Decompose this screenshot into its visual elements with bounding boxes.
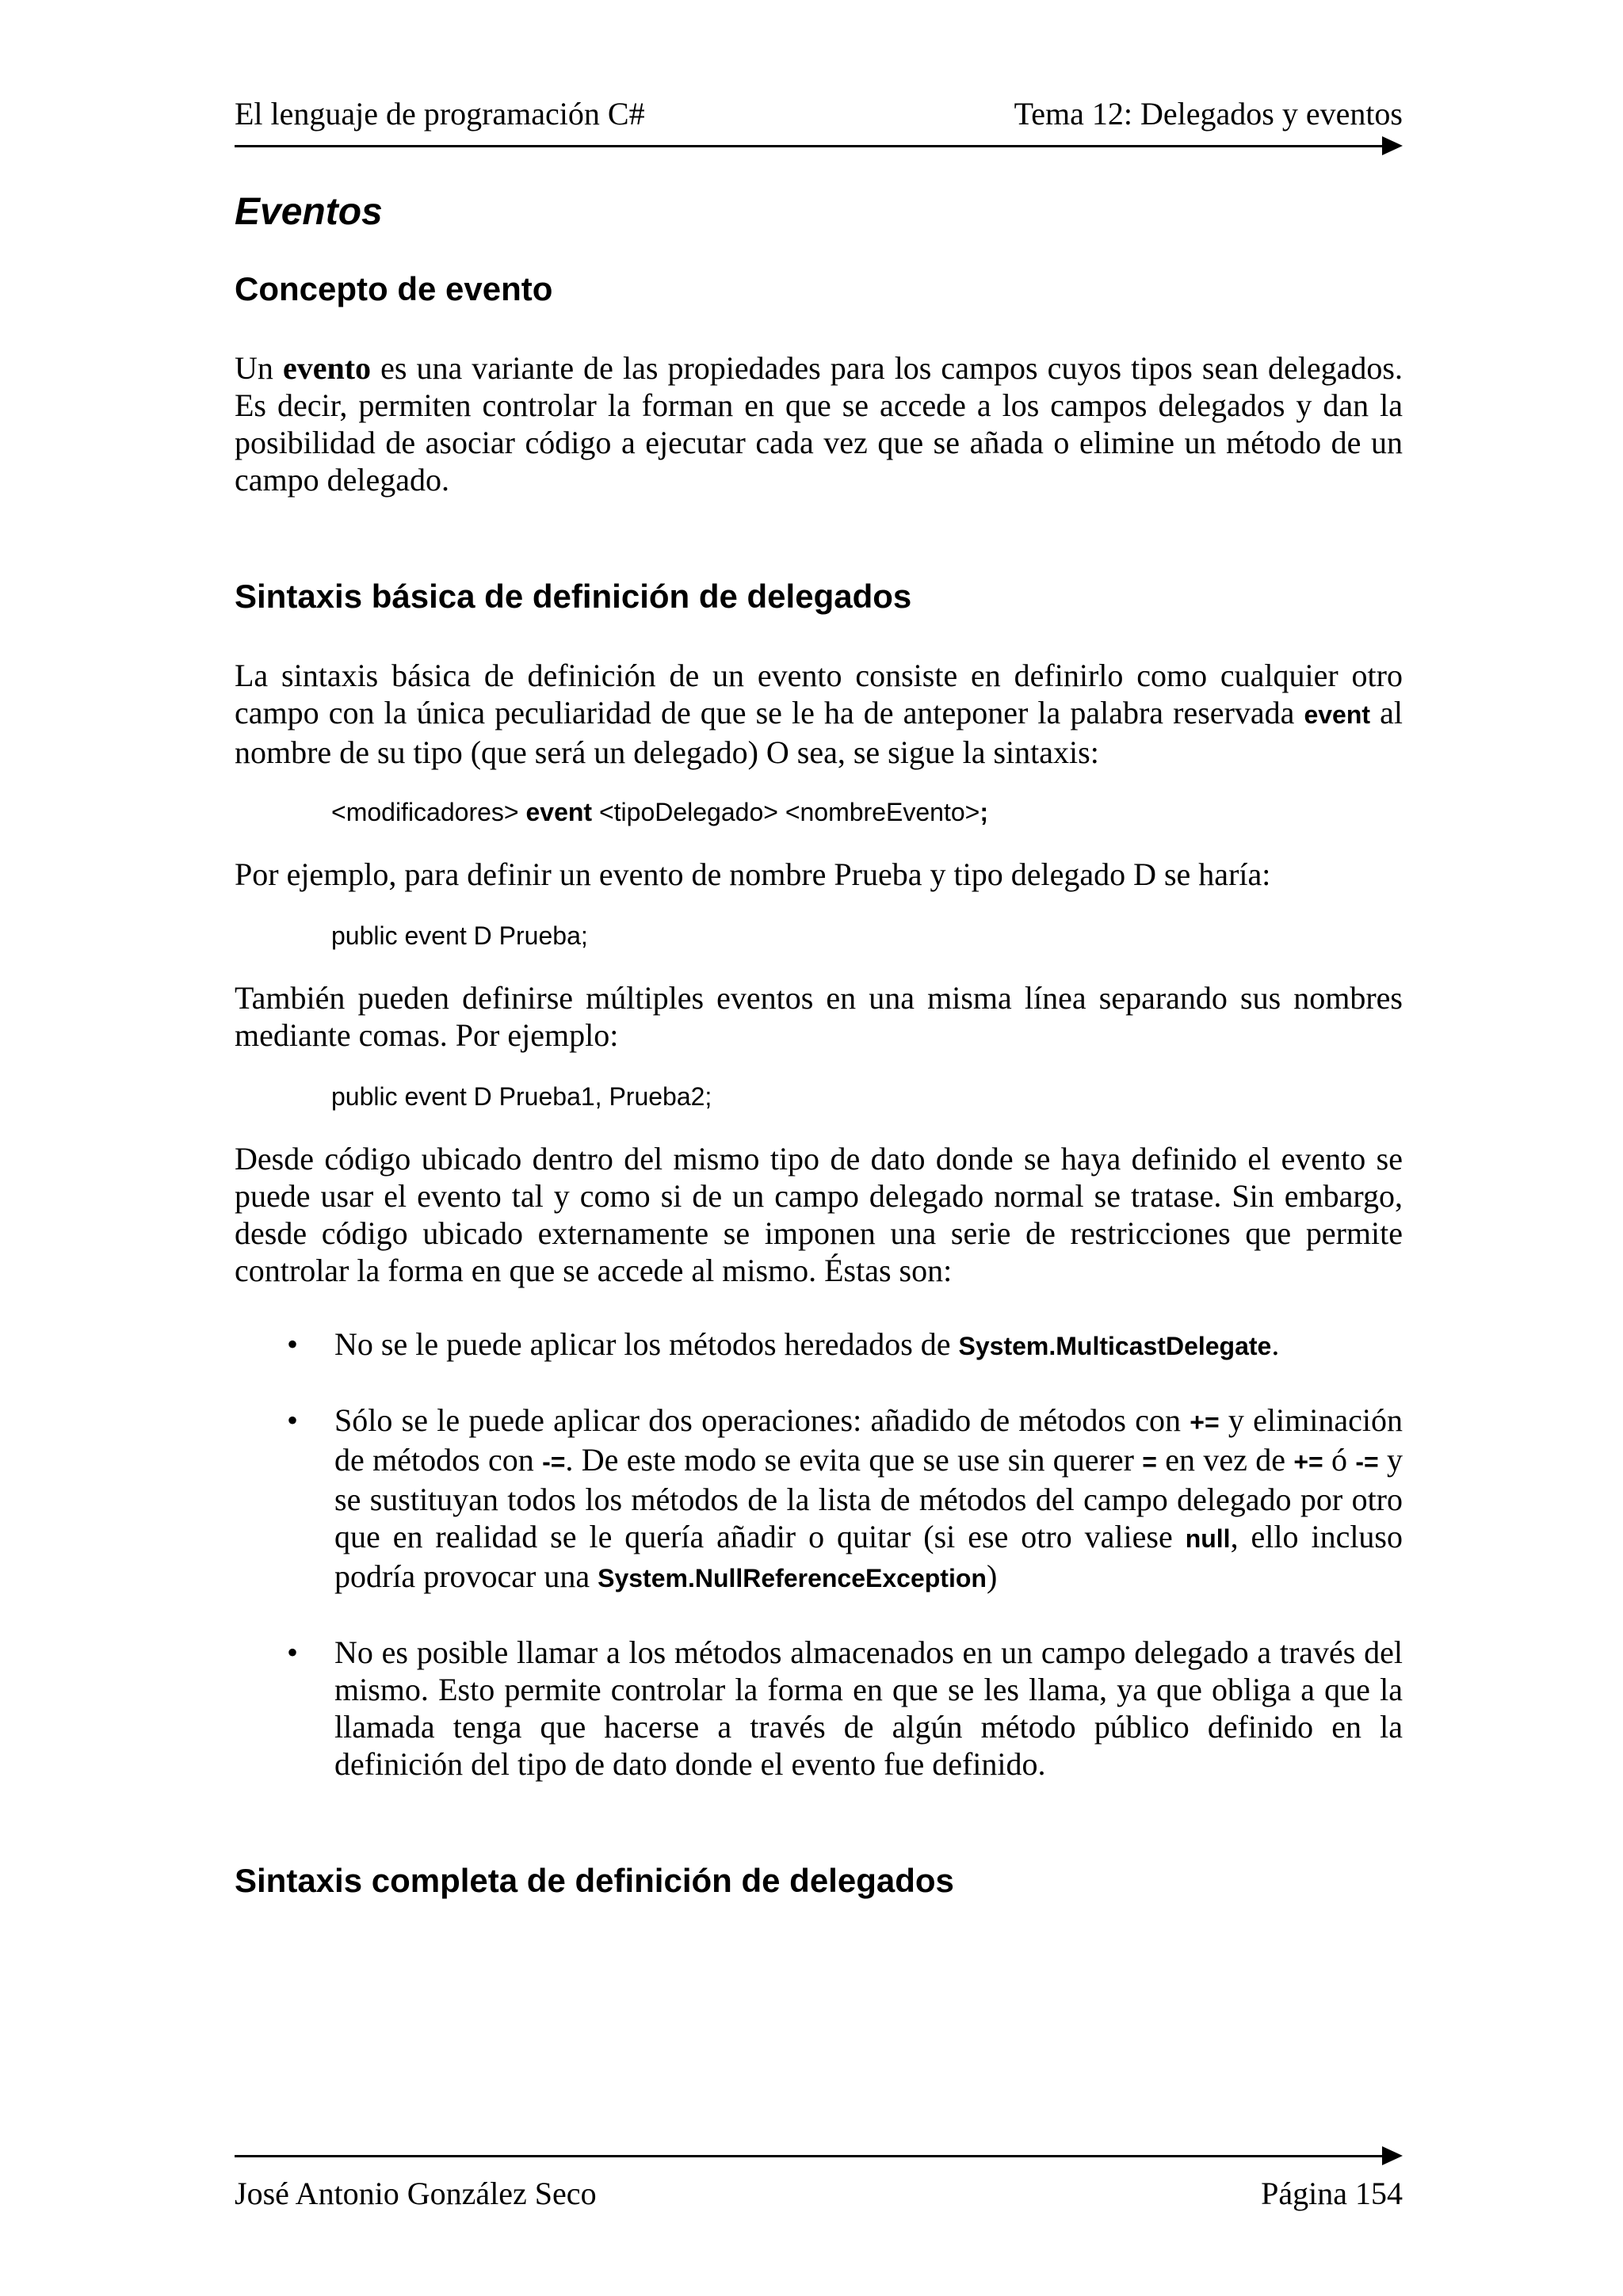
paragraph-restricciones: Desde código ubicado dentro del mismo tipo de dato donde se haya definido el evento se puede usar el evento tal y como si de un campo delegado normal se tratase. Sin embargo, desde código ubicado externamente se imponen una serie de restricciones que permite controlar la forma en que se accede al mismo. Éstas son: [235,1141,1403,1288]
keyword-event: event [1304,700,1371,729]
text: La sintaxis básica de definición de un evento consiste en definirlo como cualquier otro campo con la única peculiaridad de que se le ha de anteponer la palabra reservada [235,658,1403,730]
paragraph-sintaxis-basica [235,657,1403,771]
text: , ello incluso podría provocar una [334,1519,1403,1594]
text: ) [986,1558,998,1594]
paragraph-concepto [235,349,1403,498]
section-title: Eventos [235,191,383,233]
operator: += [1293,1447,1323,1476]
text: es una variante de las propiedades para los campos cuyos tipos sean delegados. Es decir, permiten controlar la forman en que se accede a los campos delegados y dan la posibilidad de asociar código a ejecutar cada vez que se añada o elimine un método de un campo delegado. [235,350,1403,498]
text: . De este modo se evita que se use sin querer [565,1442,1143,1478]
code-text: <modificadores> [331,798,526,826]
text: Sólo se le puede aplicar dos operaciones: añadido de métodos con [334,1402,1190,1438]
footer-arrow-icon [1382,2146,1403,2165]
list-item [235,1325,1403,1365]
footer-author: José Antonio González Seco [235,2176,597,2211]
paragraph-multiples-eventos: También pueden definirse múltiples eventos en una misma línea separando sus nombres mediante comas. Por ejemplo: [235,980,1403,1053]
text: No se le puede aplicar los métodos heredados de [334,1326,959,1362]
code-example-1: public event D Prueba; [331,921,588,950]
footer-page-number: Página 154 [1261,2176,1403,2211]
text: y eliminación de métodos con [334,1402,1403,1478]
header-rule [235,145,1385,147]
header-book-title: El lenguaje de programación C# [235,96,645,132]
term-evento: evento [282,350,372,386]
text: ó [1323,1442,1356,1478]
heading-sintaxis-completa: Sintaxis completa de definición de delegados [235,1862,954,1899]
code-ref: System.NullReferenceException [598,1564,987,1592]
footer-rule [235,2155,1385,2157]
heading-concepto-de-evento: Concepto de evento [235,270,553,307]
text: y se sustituyan todos los métodos de la lista de métodos del campo delegado por otro que en realidad se le quería añadir o quitar (si ese otro valiese [334,1442,1403,1554]
list-item [235,1634,1403,1783]
operator: -= [1355,1447,1379,1476]
bullet-icon: • [287,1326,299,1362]
code-example-2: public event D Prueba1, Prueba2; [331,1082,712,1111]
code-ref: null [1185,1524,1231,1553]
code-text: <tipoDelegado> <nombreEvento> [592,798,980,826]
code-syntax [331,798,1403,827]
code-ref: System.MulticastDelegate [958,1332,1272,1360]
text: al nombre de su tipo (que será un delegado) O sea, se sigue la sintaxis: [235,695,1403,770]
header-chapter-title: Tema 12: Delegados y eventos [1014,96,1403,132]
page-footer [235,2175,1403,2222]
text: Un [235,350,283,386]
list-item [235,1402,1403,1597]
text: No es posible llamar a los métodos almacenados en un campo delegado a través del mismo. Esto permite controlar la forma en que se les llama, ya que obliga a que la llamada tenga que hacerse a través de algún método público definido en la definición del tipo de dato donde el evento fue definido. [334,1634,1403,1782]
operator: = [1142,1447,1157,1476]
operator: -= [542,1447,566,1476]
bullet-icon: • [287,1402,299,1438]
bullet-icon: • [287,1634,299,1670]
operator: += [1190,1408,1220,1436]
text: en vez de [1156,1442,1294,1478]
code-keyword-event: event [525,798,593,826]
code-semicolon: ; [980,798,988,826]
paragraph-ejemplo: Por ejemplo, para definir un evento de nombre Prueba y tipo delegado D se haría: [235,856,1271,892]
page-content [235,190,1403,1900]
heading-sintaxis-basica: Sintaxis básica de definición de delegados [235,578,912,615]
text: . [1271,1326,1280,1362]
page-header [235,95,1403,143]
header-arrow-icon [1382,136,1403,155]
restrictions-list [235,1325,1403,1783]
